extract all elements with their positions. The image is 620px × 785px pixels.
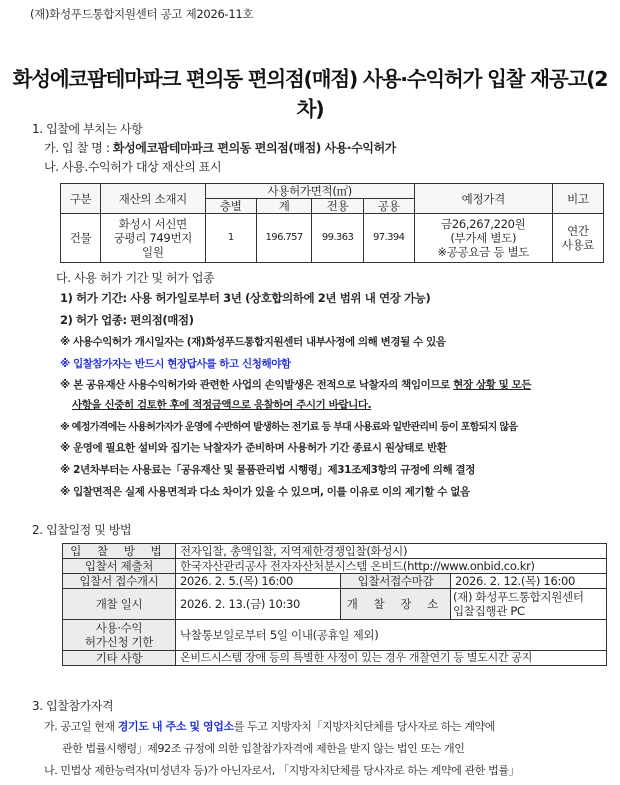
label-method: 입 찰 방 법 <box>63 544 176 559</box>
section3-heading: 3. 입찰참가자격 <box>32 699 114 713</box>
note-price-excludes: ※ 예정가격에는 사용허가자가 운영에 수반하여 발생하는 전기료 등 부대 사용료와 일반관리비 등이 포함되지 않음 <box>60 422 518 433</box>
place-line: 입찰집행관 PC <box>453 604 525 618</box>
bid-name-value: 화성에코팜테마파크 편의동 편의점(매점) 사용·수익허가 <box>112 141 396 155</box>
cell-category: 건물 <box>61 214 101 263</box>
th-common: 공용 <box>363 199 414 214</box>
value-deadline: 낙찰통보일로부터 5일 이내(공휴일 제외) <box>176 620 607 651</box>
notice-number: (재)화성푸드통합지원센터 공고 제2026-11호 <box>30 7 254 21</box>
note-liability-text: ※ 본 공유재산 사용수익허가와 관련한 사업의 손익발생은 전적으로 낙찰자의 책임이므로 <box>60 379 454 391</box>
eligibility-ga-highlight: 경기도 내 주소 및 영업소 <box>117 720 234 733</box>
label-deadline <box>63 620 176 651</box>
label-etc: 기타 사항 <box>63 651 176 666</box>
permit-period: 1) 허가 기간: 사용 허가일로부터 3년 (상호합의하에 2년 범위 내 연장 가능) <box>60 291 431 305</box>
remark-line: 연간 <box>567 224 589 238</box>
cell-location <box>101 214 206 263</box>
label-submit: 입찰서 제출처 <box>63 559 176 574</box>
location-line: 궁평리 749번지 <box>113 231 193 245</box>
th-price: 예정가격 <box>414 184 552 214</box>
value-etc: 온비드시스템 장애 등의 특별한 사정이 있는 경우 개찰연기 등 별도시간 공지 <box>176 651 607 666</box>
value-submit: 한국자산관리공사 전자자산처분시스템 온비드(http://www.onbid.co.kr) <box>176 559 607 574</box>
note-site-visit: ※ 입찰참가자는 반드시 현장답사를 하고 신청해야함 <box>60 358 291 370</box>
section1-heading: 1. 입찰에 부치는 사항 <box>32 122 143 136</box>
value-opening: 2026. 2. 13.(금) 10:30 <box>176 589 341 620</box>
note-liability-line2: 사항을 신중히 검토한 후에 적정금액으로 응찰하여 주시기 바랍니다. <box>72 399 372 411</box>
cell-total: 196.757 <box>256 214 312 263</box>
eligibility-ga-prefix: 가. 공고일 현재 <box>44 720 118 733</box>
cell-price <box>414 214 552 263</box>
label-opening: 개찰 일시 <box>63 589 176 620</box>
value-open: 2026. 2. 5.(목) 16:00 <box>176 574 341 589</box>
cell-floor: 1 <box>205 214 256 263</box>
label-place: 개 찰 장 소 <box>341 589 451 620</box>
eligibility-na: 나. 민법상 제한능력자(미성년자 등)가 아닌자로서, 「지방자치단체를 당사자로 하는 계약에 관한 법률」 <box>44 764 520 777</box>
page-title: 화성에코팜테마파크 편의동 편의점(매점) 사용·수익허가 입찰 재공고(2차) <box>12 67 608 121</box>
bid-name-label: 가. 입 찰 명 : <box>44 141 113 155</box>
th-category: 구분 <box>61 184 101 214</box>
remark-line: 사용료 <box>561 238 595 252</box>
deadline-label-line: 허가신청 기한 <box>84 635 154 649</box>
th-remark: 비고 <box>552 184 603 214</box>
th-floor: 층별 <box>205 199 256 214</box>
note-start-date: ※ 사용수익허가 개시일자는 (재)화성푸드통합지원센터 내부사정에 의해 변경될 수 있음 <box>60 336 446 348</box>
price-line: (부가세 별도) <box>450 231 517 245</box>
property-table <box>60 183 604 263</box>
value-close: 2026. 2. 12.(목) 16:00 <box>451 574 607 589</box>
location-line: 일원 <box>142 245 164 259</box>
label-close: 입찰서접수마감 <box>341 574 451 589</box>
eligibility-ga-suffix: 를 두고 지방자치「지방자치단체를 당사자로 하는 계약에 <box>233 720 496 733</box>
value-place <box>451 589 607 620</box>
deadline-label-line: 사용·수익 <box>95 621 143 635</box>
property-display-heading: 나. 사용.수익허가 대상 재산의 표시 <box>44 160 222 174</box>
note-liability <box>60 377 531 392</box>
section2-heading: 2. 입찰일정 및 방법 <box>32 523 132 537</box>
business-type: 2) 허가 업종: 편의점(매점) <box>60 313 194 327</box>
note-liability-underlined: 현장 상황 및 모든 <box>453 379 532 391</box>
price-line: 금26,267,220원 <box>441 217 526 231</box>
eligibility-ga-line2: 관한 법률시행령」제92조 규정에 의한 입찰참가자격에 제한을 받지 않는 법인 또는 개인 <box>62 742 465 755</box>
schedule-table <box>62 543 607 666</box>
cell-exclusive: 99.363 <box>312 214 363 263</box>
th-area-group: 사용허가면적(㎡) <box>205 184 414 199</box>
th-exclusive: 전용 <box>312 199 363 214</box>
cell-common: 97.394 <box>363 214 414 263</box>
note-area-difference: ※ 입찰면적은 실제 사용면적과 다소 차이가 있을 수 있으며, 이를 이유로 이의 제기할 수 없음 <box>60 486 470 498</box>
note-second-year-fee: ※ 2년차부터는 사용료는「공유재산 및 물품관리법 시행령」제31조제3항의 규정에 의해 결정 <box>60 464 475 476</box>
bid-name-line <box>44 139 396 156</box>
table-row <box>61 214 604 263</box>
price-line: ※공공요금 등 별도 <box>437 245 530 259</box>
value-method: 전자입찰, 총액입찰, 지역제한경쟁입찰(화성시) <box>176 544 607 559</box>
eligibility-ga <box>44 718 495 734</box>
permit-period-heading: 다. 사용 허가 기간 및 허가 업종 <box>56 271 215 285</box>
th-location: 재산의 소재지 <box>101 184 206 214</box>
place-line: (재) 화성푸드통합지원센터 <box>453 590 584 604</box>
location-line: 화성시 서신면 <box>118 217 187 231</box>
label-open: 입찰서 접수개시 <box>63 574 176 589</box>
note-equipment: ※ 운영에 필요한 설비와 집기는 낙찰자가 준비하며 사용허가 기간 종료시 원상태로 반환 <box>60 442 447 454</box>
cell-remark <box>552 214 603 263</box>
th-total: 계 <box>256 199 312 214</box>
